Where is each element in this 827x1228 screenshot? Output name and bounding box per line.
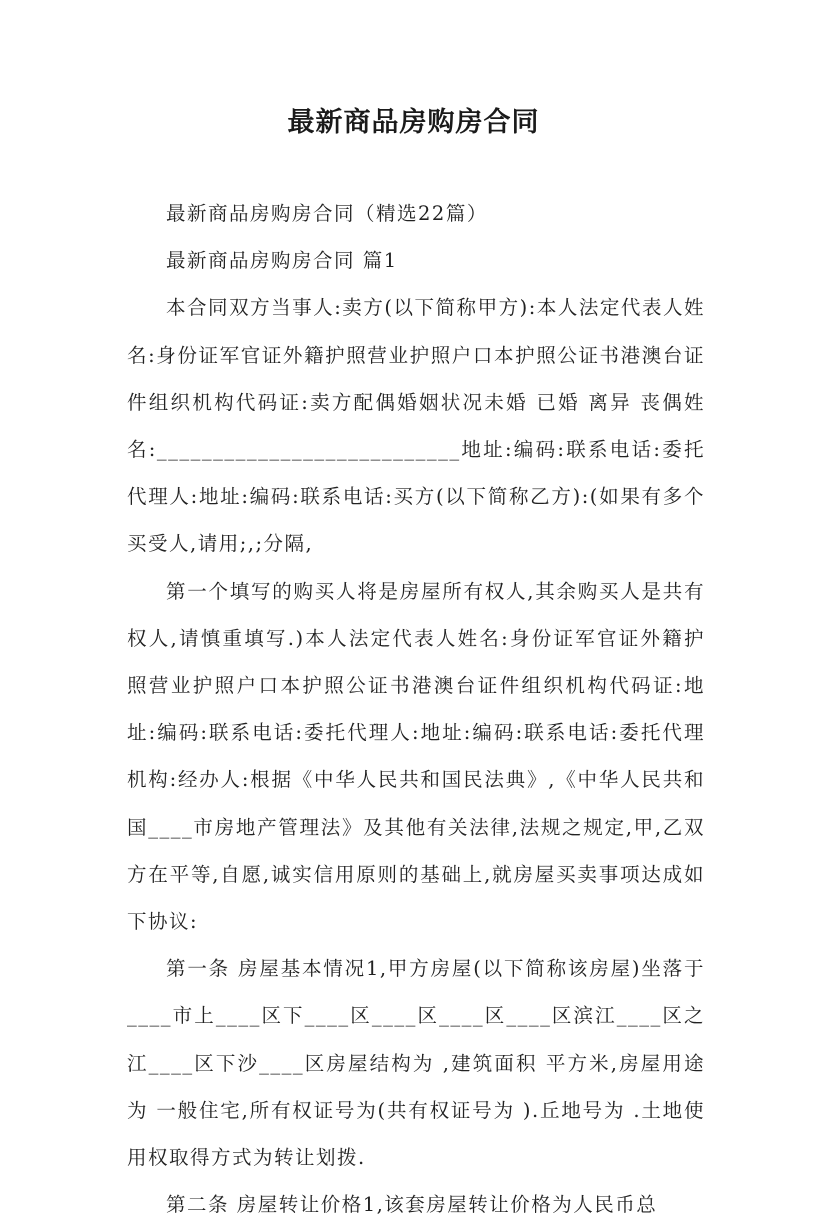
- paragraph-parties: 本合同双方当事人:卖方(以下简称甲方):本人法定代表人姓名:身份证军官证外籍护照营业护照户口本护照公证书港澳台证件组织机构代码证:卖方配偶婚姻状况未婚 已婚 离异 丧偶姓名:___________________________地址:编码:联系电话:委托代理人:地址:编码:联系电话:买方(以下简称乙方):(如果有多个买受人,请用;,;分隔,: [127, 296, 705, 556]
- paragraph-subtitle: 最新商品房购房合同（精选22篇）: [166, 202, 488, 225]
- paragraph-article-2: 第二条 房屋转让价格1,该套房屋转让价格为人民币总: [166, 1193, 658, 1217]
- paragraph-article-1: 第一条 房屋基本情况1,甲方房屋(以下简称该房屋)坐落于____市上____区下____区____区____区____区滨江____区之江____区下沙____区房屋结构为 ,建筑面积 平方米,房屋用途为 一般住宅,所有权证号为(共有权证号为 ).丘地号为 .土地使用权取得方式为转让划拨.: [127, 957, 705, 1170]
- document-body: [127, 190, 705, 1228]
- paragraph-buyer-note: 第一个填写的购买人将是房屋所有权人,其余购买人是共有权人,请慎重填写.)本人法定代表人姓名:身份证军官证外籍护照营业护照户口本护照公证书港澳台证件组织机构代码证:地址:编码:联系电话:委托代理人:地址:编码:联系电话:委托代理机构:经办人:根据《中华人民共和国民法典》,《中华人民共和国____市房地产管理法》及其他有关法律,法规之规定,甲,乙双方在平等,自愿,诚实信用原则的基础上,就房屋买卖事项达成如下协议:: [127, 579, 705, 934]
- document-title: 最新商品房购房合同: [287, 107, 540, 138]
- paragraph-section-heading: 最新商品房购房合同 篇1: [166, 249, 398, 273]
